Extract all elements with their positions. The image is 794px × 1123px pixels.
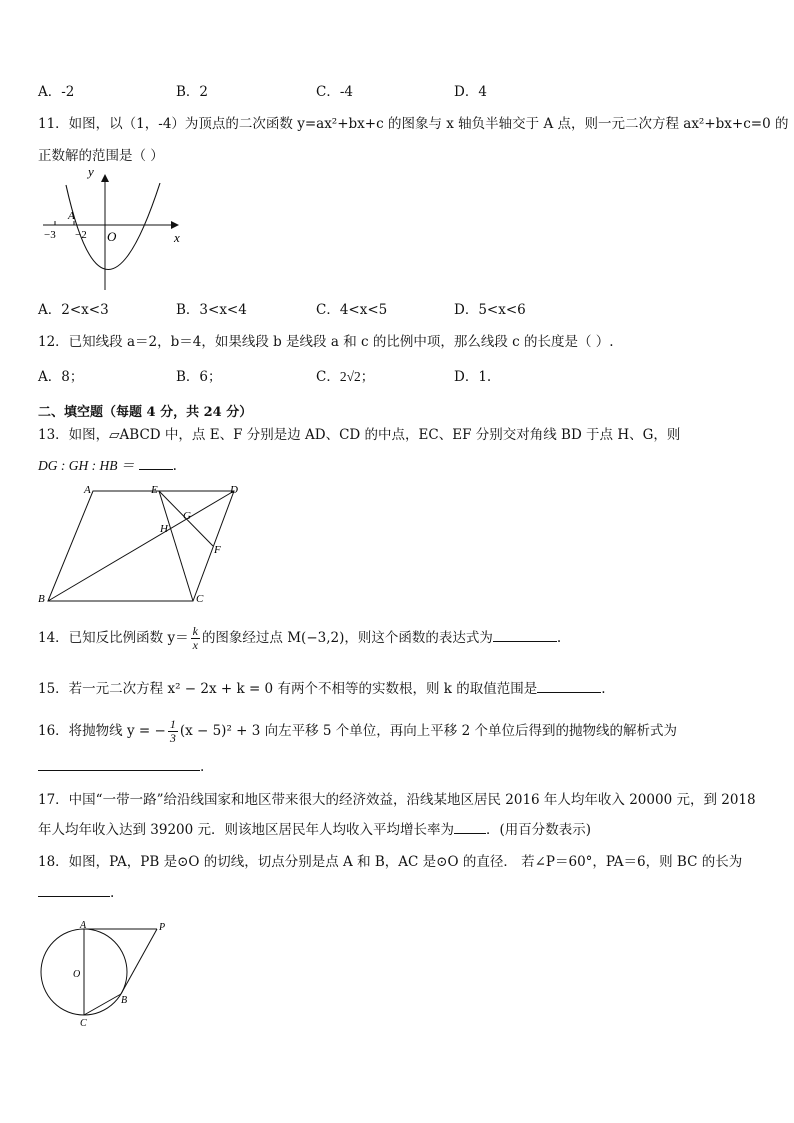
- q16-stem: 16．将抛物线 y = − $\frac{1}{3}$ (x − 5)² + 3 向左平移 5 个单位，再向上平移 2 个单位后得到的抛物线的解析式为: [38, 717, 677, 745]
- label-b: B: [38, 593, 45, 605]
- q11-stem-line2: 正数解的范围是（ ）: [38, 148, 164, 164]
- y-axis-label: y: [88, 165, 94, 179]
- parabola-curve: [66, 183, 160, 270]
- label-c: C: [80, 1018, 87, 1029]
- q16-fraction-numerator: 1: [169, 717, 176, 731]
- tick-label-neg3: −3: [44, 229, 56, 241]
- q18-circle-tangent-figure: [34, 920, 174, 1032]
- tick-label-neg2: −2: [75, 229, 87, 241]
- q12-option-c-value: 2√2: [339, 369, 361, 384]
- q12-option-c: C．2√2；: [316, 369, 375, 385]
- q17-stem-line1: 17．中国“一带一路”给沿线国家和地区带来很大的经济效益，沿线某地区居民 2016 年人均年收入 20000 元，到 2018: [38, 792, 756, 808]
- q11-option-a: A．2<x<3: [38, 302, 109, 318]
- q17-stem-line2: 年人均年收入达到 39200 元．则该地区居民年人均收入平均增长率为 ．(用百分数表示): [38, 822, 592, 838]
- label-d: D: [230, 484, 238, 496]
- q12-stem: 12．已知线段 a＝2，b＝4，如果线段 b 是线段 a 和 c 的比例中项，那么线段 c 的长度是（ ）.: [38, 334, 614, 350]
- q18-stem-line2: .: [38, 884, 114, 902]
- q12-option-a: A．8；: [38, 369, 84, 385]
- q11-option-c: C．4<x<5: [316, 302, 388, 318]
- q17-answer-blank: [454, 821, 486, 834]
- q10-option-b: B．2: [176, 84, 209, 100]
- chord-bc: [84, 994, 121, 1015]
- q14-fraction-numerator: k: [192, 624, 198, 638]
- q13-parallelogram-figure: [36, 482, 256, 606]
- q15-stem: 15．若一元二次方程 x² − 2x + k = 0 有两个不相等的实数根，则 k 的取值范围是 .: [38, 681, 606, 697]
- q12-option-d: D．1.: [454, 369, 492, 385]
- q14-fraction-denominator: x: [192, 638, 198, 652]
- label-o: O: [73, 969, 81, 980]
- q11-stem-line1: 11．如图，以（1，-4）为顶点的二次函数 y=ax²+bx+c 的图象与 x 轴负半轴交于 A 点，则一元二次方程 ax²+bx+c=0 的: [38, 116, 789, 132]
- q18-answer-blank: [38, 884, 110, 897]
- q14-answer-blank: [493, 629, 557, 642]
- q12-option-b: B．6；: [176, 369, 222, 385]
- q13-stem-line2: DG : GH : HB ＝ .: [38, 458, 177, 474]
- q11-parabola-figure: [38, 165, 188, 295]
- q10-option-c: C．-4: [316, 84, 353, 100]
- segment-ec: [159, 491, 193, 601]
- q14-stem: 14．已知反比例函数 y＝ $\frac{k}{x}$ 的图象经过点 M(−3,2)，则这个函数的表达式为 .: [38, 624, 562, 652]
- q13-answer-blank: [139, 457, 173, 470]
- section-heading-fill-in: 二、填空题（每题 4 分，共 24 分）: [38, 405, 253, 420]
- q10-option-d: D．4: [454, 84, 487, 100]
- q11-option-b: B．3<x<4: [176, 302, 247, 318]
- diagonal-bd: [48, 491, 234, 601]
- label-a: A: [80, 920, 87, 931]
- q15-answer-blank: [537, 680, 601, 693]
- point-a-label: A: [68, 210, 75, 222]
- label-h: H: [160, 523, 168, 535]
- label-g: G: [183, 510, 191, 522]
- label-b: B: [121, 995, 128, 1006]
- x-axis-label: x: [174, 230, 180, 245]
- tangent-pb: [121, 929, 157, 994]
- label-f: F: [214, 544, 221, 556]
- label-c: C: [196, 593, 204, 605]
- label-a: A: [84, 484, 91, 496]
- label-p: P: [159, 922, 166, 933]
- q10-option-a: A．-2: [38, 84, 75, 100]
- origin-label: O: [107, 229, 117, 244]
- q18-stem-line1: 18．如图，PA，PB 是⊙O 的切线，切点分别是点 A 和 B，AC 是⊙O 的直径． 若∠P＝60°，PA＝6，则 BC 的长为: [38, 854, 743, 870]
- q11-option-d: D．5<x<6: [454, 302, 526, 318]
- q16-answer-line: .: [38, 758, 204, 776]
- q16-fraction-denominator: 3: [169, 731, 176, 745]
- q16-answer-blank: [38, 758, 200, 771]
- q13-stem-line1: 13．如图，▱ABCD 中，点 E、F 分别是边 AD、CD 的中点，EC、EF 分别交对角线 BD 于点 H、G，则: [38, 427, 681, 443]
- label-e: E: [151, 484, 158, 496]
